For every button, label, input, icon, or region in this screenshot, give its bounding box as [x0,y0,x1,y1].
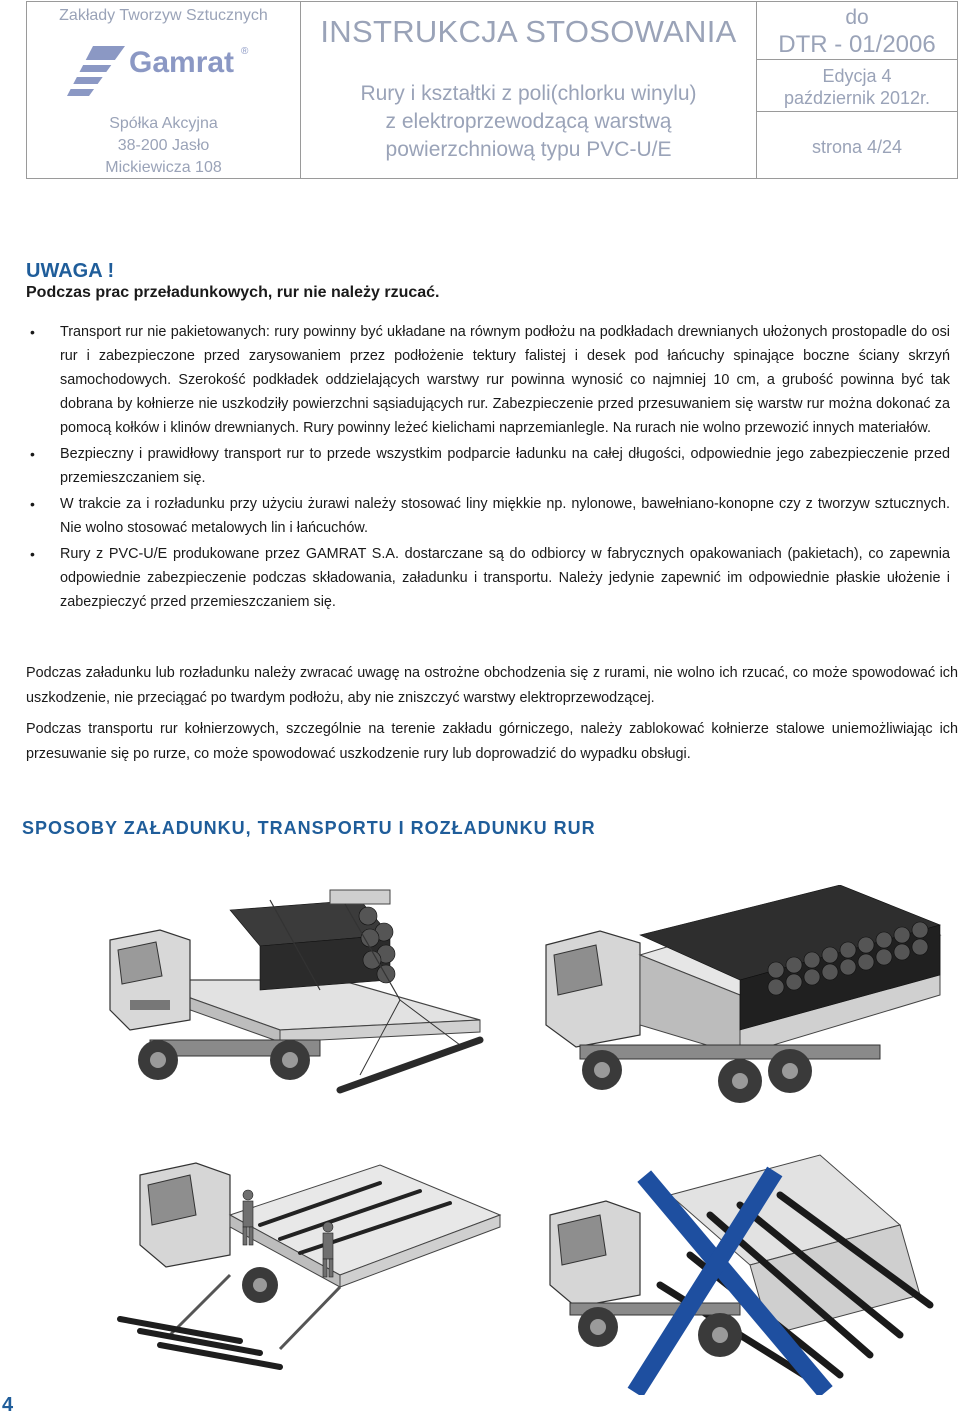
section-title: SPOSOBY ZAŁADUNKU, TRANSPORTU I ROZŁADUNKU RUR [22,818,596,838]
header-company-cell [27,2,301,178]
company-street: Mickiewicza 108 [105,159,222,176]
warning-text: Podczas prac przeładunkowych, rur nie należy rzucać. [26,284,440,301]
edition: Edycja 4 [822,66,892,86]
truck-loaded-pipes-illustration [540,885,950,1115]
gamrat-logo-icon [65,38,265,104]
do-label: do [845,6,869,29]
header-title-cell [301,2,757,178]
header-meta-cell [757,2,957,178]
svg-text:®: ® [241,46,249,57]
company-name: Zakłady Tworzyw Sztucznych [59,7,268,24]
company-type: Spółka Akcyjna [109,115,218,132]
page-number: 4 [2,1394,14,1416]
doc-number: DTR - 01/2006 [778,31,936,58]
edition-row [757,60,957,112]
company-address [27,113,300,179]
manual-unloading-illustration [100,1135,510,1385]
list-item: • Rury z PVC-U/E produkowane przez GAMRAT S.A. dostarczane są do odbiorcy w fabrycznych opakowaniach (pakietach), co zapewnia odpowiednie zabezpieczenie podczas składowania, załadunku i transportu. Należy jedynie zapewnić im odpowiednie płaskie ułożenie i zabezpieczyć przed przemieszczaniem się. [26,542,950,614]
list-item: • Transport rur nie pakietowanych: rury powinny być układane na równym podłożu na podkładach drewnianych ułożonych prostopadle do osi rur i zabezpieczone przed zarysowaniem przez podłożenie tektury falistej i desek pod łańcuchy spinające boczne ściany skrzyń samochodowych. Szerokość podkładek oddzielających warstwy rur powinna wynosić co najmniej 10 cm, a grubość powinna być tak dobrana by kołnierze nie uszkodziły powierzchni sąsiadujących rur. Zabezpieczenie przed przesuwaniem się warstw rur można dokonać za pomocą kołków i klinów drewnianych. Rury powinny leżeć kielichami naprzemianlegle. Na rurach nie wolno przewozić innych materiałów. [26,320,950,440]
page-indicator: strona 4/24 [811,137,903,157]
subtitle-line: powierzchniową typu PVC-U/E [385,138,672,161]
page-row [757,112,957,178]
edition-date: październik 2012r. [783,88,931,108]
paragraph-loading: Podczas załadunku lub rozładunku należy zwracać uwagę na ostrożne obchodzenia się z rurami, nie wolno ich rzucać, co może spowodować ich uszkodzenie, nie przeciągać po twardym podłożu, aby nie zniszczyć warstwy elektroprzewodzącej. [26,665,958,706]
list-item: • W trakcie za i rozładunku przy użyciu żurawi należy stosować liny miękkie np. nylonowe, bawełniano-konopne czy z tworzyw sztucznych. Nie wolno stosować metalowych lin i łańcuchów. [26,492,950,540]
paragraph-flanged: Podczas transportu rur kołnierzowych, szczególnie na terenie zakładu górniczego, należy zablokować kołnierze stalowe uniemożliwiając ich przesuwanie się po rurze, co może spowodować uszkodzenie rury lub doprowadzić do wypadku obsługi. [26,721,958,762]
truck-crane-loading-illustration [100,880,500,1110]
company-postal: 38-200 Jasło [117,137,210,154]
document-subtitle [301,80,756,164]
document-title: INSTRUKCJA STOSOWANIA [320,14,737,49]
list-item: • Bezpieczny i prawidłowy transport rur to przede wszystkim podparcie ładunku na całej długości, odpowiednie jego zabezpieczenie przed przemieszczaniem się. [26,442,950,490]
doc-number-row [757,2,957,60]
document-header [26,1,958,179]
subtitle-line: z elektroprzewodzącą warstwą [385,110,672,133]
edition-info [757,65,957,109]
warning-title: UWAGA ! [26,260,115,282]
logo-text: Gamrat [129,46,235,79]
bullet-list [26,320,950,616]
tipping-truck-prohibited-illustration [540,1135,950,1395]
subtitle-line: Rury i kształtki z poli(chlorku winylu) [360,82,697,105]
